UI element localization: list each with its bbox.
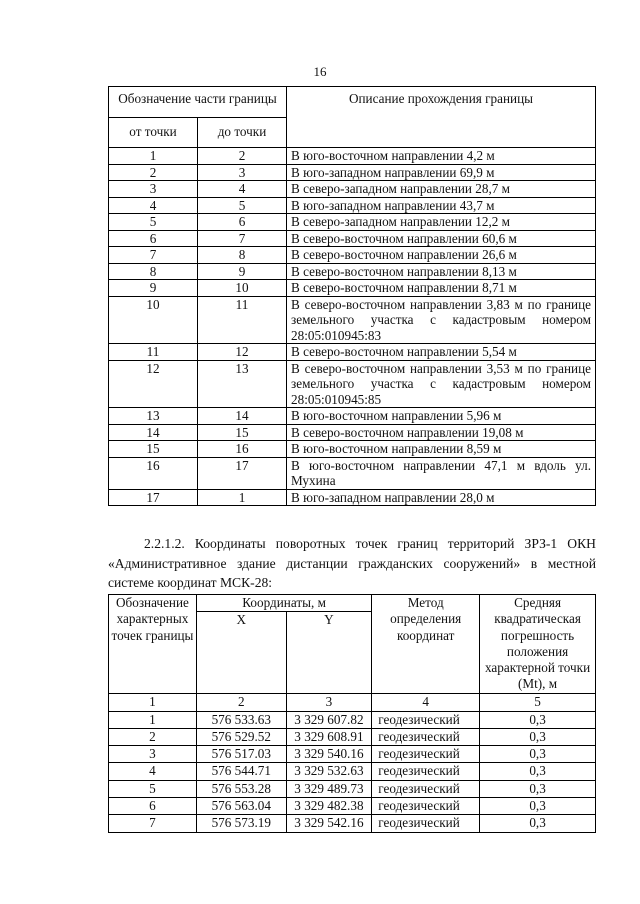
table-row	[109, 728, 596, 745]
x-cell: 576 529.52	[196, 728, 286, 745]
y-cell: 3 329 540.16	[286, 746, 372, 763]
point-cell: 2	[109, 728, 197, 745]
coordinates-paragraph	[108, 534, 596, 593]
y-cell: 3 329 608.91	[286, 728, 372, 745]
description-cell: В северо-восточном направлении 60,6 м	[287, 230, 596, 247]
from-point-cell: 2	[109, 164, 198, 181]
y-cell: 3 329 542.16	[286, 815, 372, 832]
from-point-cell: 15	[109, 441, 198, 458]
to-point-cell: 8	[198, 247, 287, 264]
error-cell: 0,3	[480, 763, 596, 780]
from-point-cell: 14	[109, 424, 198, 441]
method-cell: геодезический	[372, 728, 480, 745]
description-cell: В северо-восточном направлении 8,13 м	[287, 263, 596, 280]
table-row	[109, 711, 596, 728]
from-point-cell: 10	[109, 296, 198, 344]
from-point-cell: 17	[109, 489, 198, 506]
table-row	[109, 763, 596, 780]
from-point-cell: 3	[109, 181, 198, 198]
point-cell: 3	[109, 746, 197, 763]
table-row	[109, 408, 596, 425]
method-cell: геодезический	[372, 780, 480, 797]
to-point-cell: 15	[198, 424, 287, 441]
table-row	[109, 489, 596, 506]
header-to-point: до точки	[198, 118, 287, 148]
description-cell: В северо-восточном направлении 8,71 м	[287, 280, 596, 297]
table-row	[109, 344, 596, 361]
from-point-cell: 7	[109, 247, 198, 264]
description-cell: В северо-восточном направлении 3,83 м по границе земельного участка с кадастровым номером 28:05:010945:83	[287, 296, 596, 344]
to-point-cell: 2	[198, 148, 287, 165]
table-row	[109, 746, 596, 763]
from-point-cell: 11	[109, 344, 198, 361]
point-cell: 1	[109, 711, 197, 728]
error-cell: 0,3	[480, 798, 596, 815]
table-row	[109, 148, 596, 165]
table-row	[109, 815, 596, 832]
table-row	[109, 280, 596, 297]
header-boundary-description: Описание прохождения границы	[287, 87, 596, 148]
x-cell: 576 553.28	[196, 780, 286, 797]
from-point-cell: 13	[109, 408, 198, 425]
table-row	[109, 214, 596, 231]
table-row	[109, 181, 596, 198]
description-cell: В северо-восточном направлении 19,08 м	[287, 424, 596, 441]
header-mean-error: Средняя квадратическая погрешность положения характерной точки (Mt), м	[480, 595, 596, 694]
paragraph-text: 2.2.1.2. Координаты поворотных точек границ территорий ЗРЗ-1 ОКН «Административное здание дистанции гражданских сооружений» в местной системе координат МСК-28:	[108, 536, 596, 590]
description-cell: В юго-восточном направлении 4,2 м	[287, 148, 596, 165]
table-row	[109, 441, 596, 458]
description-cell: В юго-восточном направлении 47,1 м вдоль ул. Мухина	[287, 457, 596, 489]
from-point-cell: 16	[109, 457, 198, 489]
description-cell: В юго-восточном направлении 5,96 м	[287, 408, 596, 425]
from-point-cell: 5	[109, 214, 198, 231]
y-cell: 3 329 607.82	[286, 711, 372, 728]
table-row	[109, 780, 596, 797]
column-number: 4	[372, 694, 480, 711]
description-cell: В северо-западном направлении 28,7 м	[287, 181, 596, 198]
table-row	[109, 457, 596, 489]
x-cell: 576 533.63	[196, 711, 286, 728]
table-row	[109, 798, 596, 815]
to-point-cell: 13	[198, 360, 287, 408]
y-cell: 3 329 532.63	[286, 763, 372, 780]
error-cell: 0,3	[480, 746, 596, 763]
to-point-cell: 14	[198, 408, 287, 425]
coordinates-table	[108, 594, 596, 833]
from-point-cell: 9	[109, 280, 198, 297]
to-point-cell: 6	[198, 214, 287, 231]
description-cell: В юго-западном направлении 43,7 м	[287, 197, 596, 214]
description-cell: В северо-восточном направлении 26,6 м	[287, 247, 596, 264]
to-point-cell: 12	[198, 344, 287, 361]
column-number: 2	[196, 694, 286, 711]
to-point-cell: 4	[198, 181, 287, 198]
method-cell: геодезический	[372, 815, 480, 832]
to-point-cell: 7	[198, 230, 287, 247]
point-cell: 4	[109, 763, 197, 780]
header-points: Обозначение характерных точек границы	[109, 595, 197, 694]
from-point-cell: 12	[109, 360, 198, 408]
to-point-cell: 9	[198, 263, 287, 280]
method-cell: геодезический	[372, 763, 480, 780]
header-x: X	[196, 612, 286, 694]
table-row	[109, 197, 596, 214]
header-y: Y	[286, 612, 372, 694]
page-number: 16	[313, 64, 327, 79]
error-cell: 0,3	[480, 711, 596, 728]
table-row	[109, 424, 596, 441]
to-point-cell: 17	[198, 457, 287, 489]
column-number: 5	[480, 694, 596, 711]
from-point-cell: 6	[109, 230, 198, 247]
header-boundary-part: Обозначение части границы	[109, 87, 287, 118]
description-cell: В северо-восточном направлении 5,54 м	[287, 344, 596, 361]
table-row	[109, 296, 596, 344]
error-cell: 0,3	[480, 815, 596, 832]
point-cell: 7	[109, 815, 197, 832]
y-cell: 3 329 482.38	[286, 798, 372, 815]
point-cell: 5	[109, 780, 197, 797]
point-cell: 6	[109, 798, 197, 815]
x-cell: 576 544.71	[196, 763, 286, 780]
column-number: 3	[286, 694, 372, 711]
from-point-cell: 8	[109, 263, 198, 280]
from-point-cell: 4	[109, 197, 198, 214]
method-cell: геодезический	[372, 711, 480, 728]
table-row	[109, 247, 596, 264]
to-point-cell: 10	[198, 280, 287, 297]
table-row	[109, 164, 596, 181]
error-cell: 0,3	[480, 780, 596, 797]
to-point-cell: 3	[198, 164, 287, 181]
to-point-cell: 1	[198, 489, 287, 506]
header-coordinates: Координаты, м	[196, 595, 371, 612]
table-row	[109, 230, 596, 247]
error-cell: 0,3	[480, 728, 596, 745]
description-cell: В юго-западном направлении 69,9 м	[287, 164, 596, 181]
description-cell: В юго-восточном направлении 8,59 м	[287, 441, 596, 458]
table-row	[109, 360, 596, 408]
table-row	[109, 263, 596, 280]
y-cell: 3 329 489.73	[286, 780, 372, 797]
header-method: Метод определения координат	[372, 595, 480, 694]
description-cell: В юго-западном направлении 28,0 м	[287, 489, 596, 506]
to-point-cell: 16	[198, 441, 287, 458]
header-from-point: от точки	[109, 118, 198, 148]
description-cell: В северо-западном направлении 12,2 м	[287, 214, 596, 231]
method-cell: геодезический	[372, 746, 480, 763]
x-cell: 576 517.03	[196, 746, 286, 763]
from-point-cell: 1	[109, 148, 198, 165]
to-point-cell: 5	[198, 197, 287, 214]
x-cell: 576 573.19	[196, 815, 286, 832]
method-cell: геодезический	[372, 798, 480, 815]
column-number: 1	[109, 694, 197, 711]
description-cell: В северо-восточном направлении 3,53 м по границе земельного участка с кадастровым номером 28:05:010945:85	[287, 360, 596, 408]
boundary-description-table	[108, 86, 596, 506]
to-point-cell: 11	[198, 296, 287, 344]
x-cell: 576 563.04	[196, 798, 286, 815]
